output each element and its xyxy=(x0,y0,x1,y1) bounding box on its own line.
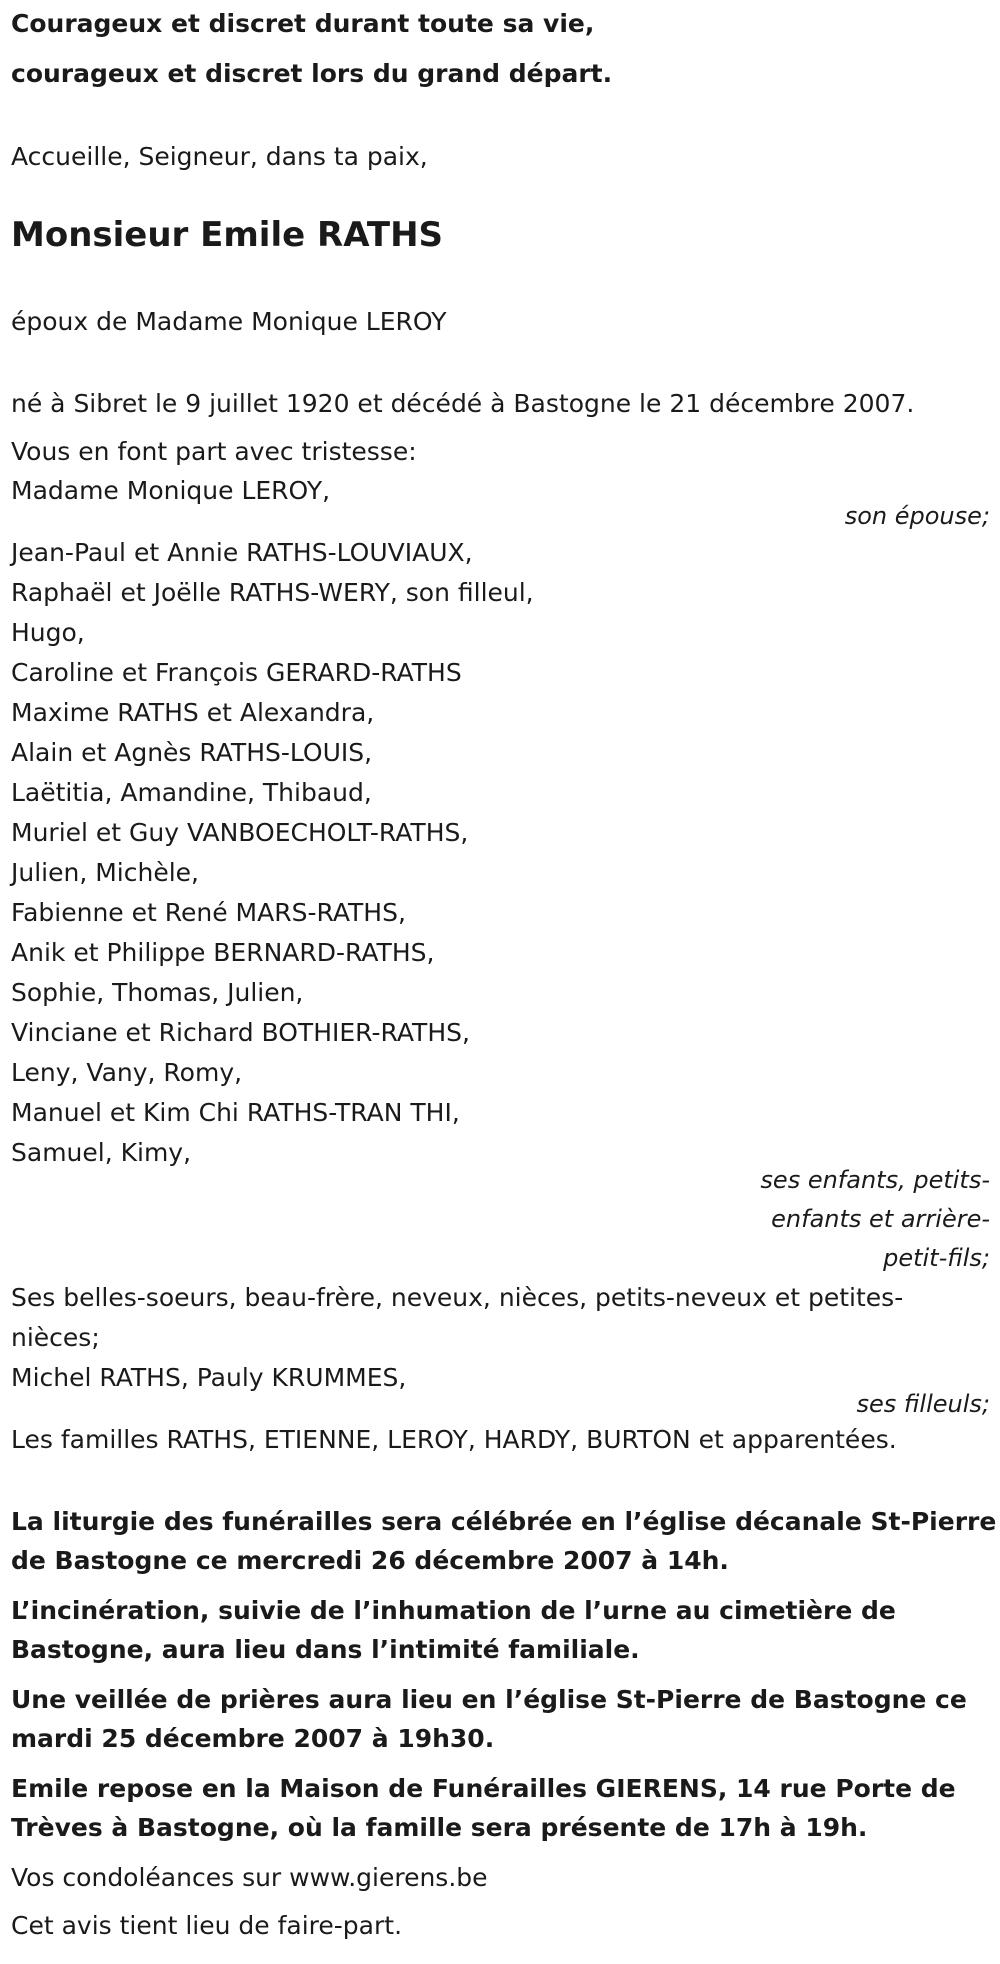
spouse-line: époux de Madame Monique LEROY xyxy=(11,307,447,336)
families-line: Les familles RATHS, ETIENNE, LEROY, HARDY, BURTON et apparentées. xyxy=(11,1425,897,1454)
ceremony-line-1: La liturgie des funérailles sera célébrée en l’église décanale St-Pierre xyxy=(11,1507,997,1536)
intro-line-1: Courageux et discret durant toute sa vie, xyxy=(11,9,595,38)
list-item: Fabienne et René MARS-RATHS, xyxy=(11,898,406,927)
list-item: Vinciane et Richard BOTHIER-RATHS, xyxy=(11,1018,470,1047)
list-item: Sophie, Thomas, Julien, xyxy=(11,978,304,1007)
list-item: Raphaël et Joëlle RATHS-WERY, son filleul, xyxy=(11,578,534,607)
vigil-line-2: mardi 25 décembre 2007 à 19h30. xyxy=(11,1724,495,1753)
deceased-name: Monsieur Emile RATHS xyxy=(11,215,444,255)
list-item: Leny, Vany, Romy, xyxy=(11,1058,243,1087)
list-item: Alain et Agnès RATHS-LOUIS, xyxy=(11,738,373,767)
godchildren-line: Michel RATHS, Pauly KRUMMES, xyxy=(11,1363,407,1392)
condolences-line: Vos condoléances sur www.gierens.be xyxy=(11,1863,488,1892)
relatives-line-1: Ses belles-soeurs, beau-frère, neveux, nièces, petits-neveux et petites- xyxy=(11,1283,904,1312)
rest-line-1: Emile repose en la Maison de Funérailles GIERENS, 14 rue Porte de xyxy=(11,1774,956,1803)
vigil-line-1: Une veillée de prières aura lieu en l’église St-Pierre de Bastogne ce xyxy=(11,1685,967,1714)
wife-line: Madame Monique LEROY, xyxy=(11,476,331,505)
children-role-line-3: petit-fils; xyxy=(883,1244,990,1272)
list-item: Samuel, Kimy, xyxy=(11,1138,192,1167)
list-item: Anik et Philippe BERNARD-RATHS, xyxy=(11,938,435,967)
list-item: Manuel et Kim Chi RATHS-TRAN THI, xyxy=(11,1098,460,1127)
wife-role: son épouse; xyxy=(844,502,990,530)
godchildren-role: ses filleuls; xyxy=(856,1390,990,1418)
greeting: Accueille, Seigneur, dans ta paix, xyxy=(11,142,428,171)
announce-line: Vous en font part avec tristesse: xyxy=(11,437,417,466)
children-role-line-2: enfants et arrière- xyxy=(771,1205,990,1233)
children-list xyxy=(11,533,991,1173)
birth-death-line: né à Sibret le 9 juillet 1920 et décédé à Bastogne le 21 décembre 2007. xyxy=(11,389,915,418)
cremation-line-2: Bastogne, aura lieu dans l’intimité familiale. xyxy=(11,1635,640,1664)
children-role-line-1: ses enfants, petits- xyxy=(760,1166,990,1194)
relatives-line-2: nièces; xyxy=(11,1323,100,1352)
intro-line-2: courageux et discret lors du grand départ. xyxy=(11,59,613,88)
list-item: Julien, Michèle, xyxy=(11,858,199,887)
list-item: Maxime RATHS et Alexandra, xyxy=(11,698,375,727)
notice-line: Cet avis tient lieu de faire-part. xyxy=(11,1911,403,1940)
ceremony-line-2: de Bastogne ce mercredi 26 décembre 2007 à 14h. xyxy=(11,1546,729,1575)
list-item: Hugo, xyxy=(11,618,85,647)
rest-line-2: Trèves à Bastogne, où la famille sera présente de 17h à 19h. xyxy=(11,1813,868,1842)
list-item: Muriel et Guy VANBOECHOLT-RATHS, xyxy=(11,818,469,847)
list-item: Laëtitia, Amandine, Thibaud, xyxy=(11,778,372,807)
list-item: Caroline et François GERARD-RATHS xyxy=(11,658,462,687)
list-item: Jean-Paul et Annie RATHS-LOUVIAUX, xyxy=(11,538,473,567)
cremation-line-1: L’incinération, suivie de l’inhumation de l’urne au cimetière de xyxy=(11,1596,896,1625)
